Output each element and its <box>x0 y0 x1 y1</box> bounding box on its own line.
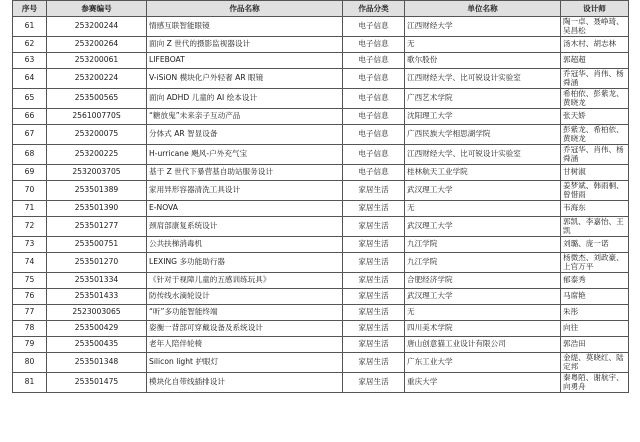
cell-unit: 九江学院 <box>405 237 561 253</box>
cell-designer: 金缇、莫晓红、陆定邦 <box>561 353 629 373</box>
cell-no: 61 <box>13 17 47 37</box>
cell-designer: 乔冠华、肖伟、杨舜涵 <box>561 69 629 89</box>
cell-title: V-iSiON 模块化户外轻奢 AR 眼镜 <box>147 69 343 89</box>
cell-designer: 郁泰秀 <box>561 273 629 289</box>
cell-category: 电子信息 <box>343 17 405 37</box>
cell-title: 情感互联智能眼镜 <box>147 17 343 37</box>
table-row <box>13 305 629 321</box>
cell-category: 家居生活 <box>343 273 405 289</box>
award-table <box>12 0 629 393</box>
cell-unit: 无 <box>405 37 561 53</box>
table-row <box>13 37 629 53</box>
cell-code: 253500429 <box>47 321 147 337</box>
cell-category: 电子信息 <box>343 69 405 89</box>
cell-unit: 江西财经大学、比可锐设计实验室 <box>405 69 561 89</box>
cell-category: 电子信息 <box>343 109 405 125</box>
cell-category: 电子信息 <box>343 53 405 69</box>
cell-code: 253500565 <box>47 89 147 109</box>
cell-title: Silicon light 护眼灯 <box>147 353 343 373</box>
cell-category: 家居生活 <box>343 237 405 253</box>
cell-unit: 合肥经济学院 <box>405 273 561 289</box>
cell-no: 64 <box>13 69 47 89</box>
cell-code: 253501334 <box>47 273 147 289</box>
cell-title: 家用异形容器清洗工具设计 <box>147 181 343 201</box>
cell-unit: 九江学院 <box>405 253 561 273</box>
cell-designer: 彭紫龙、希柏依、黄晓龙 <box>561 125 629 145</box>
cell-designer: 秦粤陌、谢航宇、向勇舟 <box>561 373 629 393</box>
table-row <box>13 165 629 181</box>
cell-unit: 广东工业大学 <box>405 353 561 373</box>
table-row <box>13 253 629 273</box>
cell-unit: 重庆大学 <box>405 373 561 393</box>
cell-designer: 马席艳 <box>561 289 629 305</box>
table-row <box>13 201 629 217</box>
cell-code: 253501348 <box>47 353 147 373</box>
cell-code: 253200061 <box>47 53 147 69</box>
cell-code: 253500751 <box>47 237 147 253</box>
cell-no: 66 <box>13 109 47 125</box>
table-row <box>13 109 629 125</box>
cell-designer: 张天娇 <box>561 109 629 125</box>
cell-designer: 汤木村、胡志林 <box>561 37 629 53</box>
cell-title: LEXING 多功能助行器 <box>147 253 343 273</box>
cell-title: “糖放鬼”未来亲子互动产品 <box>147 109 343 125</box>
cell-code: 253500435 <box>47 337 147 353</box>
cell-title: 颈肩部康复系统设计 <box>147 217 343 237</box>
table-row <box>13 125 629 145</box>
cell-designer: 韦海东 <box>561 201 629 217</box>
cell-title: H-urricane 飓风-户外充气宝 <box>147 145 343 165</box>
cell-designer: 姜梦斌、韩雨桐、曾惜雨 <box>561 181 629 201</box>
cell-unit: 广西民族大学相思湖学院 <box>405 125 561 145</box>
cell-code: 253501270 <box>47 253 147 273</box>
cell-no: 70 <box>13 181 47 201</box>
cell-code: 2532003705 <box>47 165 147 181</box>
cell-title: 分体式 AR 智显设备 <box>147 125 343 145</box>
cell-no: 77 <box>13 305 47 321</box>
cell-category: 家居生活 <box>343 353 405 373</box>
cell-category: 家居生活 <box>343 321 405 337</box>
cell-designer: 乔冠华、肖伟、杨舜涵 <box>561 145 629 165</box>
cell-no: 79 <box>13 337 47 353</box>
cell-code: 253501390 <box>47 201 147 217</box>
cell-no: 71 <box>13 201 47 217</box>
cell-unit: 江西财经大学 <box>405 17 561 37</box>
header-unit: 单位名称 <box>405 1 561 17</box>
cell-category: 家居生活 <box>343 289 405 305</box>
cell-category: 家居生活 <box>343 305 405 321</box>
cell-title: 公共扶梯消毒机 <box>147 237 343 253</box>
cell-designer: 向往 <box>561 321 629 337</box>
cell-no: 68 <box>13 145 47 165</box>
table-row <box>13 217 629 237</box>
cell-category: 家居生活 <box>343 201 405 217</box>
cell-designer: 朱彤 <box>561 305 629 321</box>
cell-unit: 武汉理工大学 <box>405 289 561 305</box>
header-row <box>13 1 629 17</box>
cell-category: 电子信息 <box>343 89 405 109</box>
cell-no: 63 <box>13 53 47 69</box>
cell-title: 面向 Z 世代的摄影监视器设计 <box>147 37 343 53</box>
cell-category: 电子信息 <box>343 125 405 145</box>
cell-no: 78 <box>13 321 47 337</box>
cell-code: 253200264 <box>47 37 147 53</box>
cell-no: 76 <box>13 289 47 305</box>
cell-title: 面向 ADHD 儿童的 AI 绘本设计 <box>147 89 343 109</box>
cell-no: 67 <box>13 125 47 145</box>
cell-title: 防传线水滴轮设计 <box>147 289 343 305</box>
cell-title: E-NOVA <box>147 201 343 217</box>
cell-title: “听”多功能智能终端 <box>147 305 343 321</box>
cell-category: 家居生活 <box>343 373 405 393</box>
table-row <box>13 145 629 165</box>
cell-no: 69 <box>13 165 47 181</box>
table-row <box>13 53 629 69</box>
cell-category: 电子信息 <box>343 165 405 181</box>
cell-title: 基于 Z 世代下暴营基自助站服务设计 <box>147 165 343 181</box>
cell-title: 姿衡一背部可穿戴设备及系统设计 <box>147 321 343 337</box>
cell-title: 老年人陪伴轮椅 <box>147 337 343 353</box>
cell-designer: 郭浩田 <box>561 337 629 353</box>
cell-no: 65 <box>13 89 47 109</box>
table-row <box>13 237 629 253</box>
table-row <box>13 373 629 393</box>
cell-category: 家居生活 <box>343 217 405 237</box>
cell-designer: 郭超超 <box>561 53 629 69</box>
header-category: 作品分类 <box>343 1 405 17</box>
cell-unit: 江西财经大学、比可锐设计实验室 <box>405 145 561 165</box>
table-row <box>13 69 629 89</box>
cell-category: 电子信息 <box>343 145 405 165</box>
cell-unit: 唐山创意猫工业设计有限公司 <box>405 337 561 353</box>
header-no: 序号 <box>13 1 47 17</box>
cell-code: 253501277 <box>47 217 147 237</box>
table-row <box>13 337 629 353</box>
cell-code: 253200224 <box>47 69 147 89</box>
cell-designer: 希柏依、彭紫龙、黄晓龙 <box>561 89 629 109</box>
table-row <box>13 321 629 337</box>
cell-designer: 甘树淑 <box>561 165 629 181</box>
cell-designer: 刘璐、庞一诺 <box>561 237 629 253</box>
cell-unit: 沈阳理工大学 <box>405 109 561 125</box>
cell-category: 家居生活 <box>343 253 405 273</box>
cell-no: 72 <box>13 217 47 237</box>
cell-title: 模块化自带线插排设计 <box>147 373 343 393</box>
header-code: 参赛编号 <box>47 1 147 17</box>
cell-category: 电子信息 <box>343 37 405 53</box>
cell-designer: 杨微杰、刘政豪、上官万平 <box>561 253 629 273</box>
header-designer: 设计师 <box>561 1 629 17</box>
cell-unit: 武汉理工大学 <box>405 181 561 201</box>
cell-code: 256100770S <box>47 109 147 125</box>
cell-code: 253200075 <box>47 125 147 145</box>
cell-category: 家居生活 <box>343 181 405 201</box>
table-row <box>13 273 629 289</box>
cell-code: 253200244 <box>47 17 147 37</box>
table-row <box>13 181 629 201</box>
cell-title: 《针对于视障儿童的五感训练玩具》 <box>147 273 343 289</box>
cell-no: 80 <box>13 353 47 373</box>
cell-no: 81 <box>13 373 47 393</box>
cell-code: 253501475 <box>47 373 147 393</box>
cell-unit: 无 <box>405 305 561 321</box>
cell-no: 74 <box>13 253 47 273</box>
table-row <box>13 17 629 37</box>
table-row <box>13 353 629 373</box>
table-row <box>13 289 629 305</box>
cell-designer: 陶一卓、聂峥琦、吴昌松 <box>561 17 629 37</box>
cell-no: 62 <box>13 37 47 53</box>
header-title: 作品名称 <box>147 1 343 17</box>
table-row <box>13 89 629 109</box>
cell-unit: 无 <box>405 201 561 217</box>
cell-designer: 郭凯、李嘉怡、王凯 <box>561 217 629 237</box>
cell-title: LIFEBOAT <box>147 53 343 69</box>
cell-unit: 四川美术学院 <box>405 321 561 337</box>
cell-unit: 桂林航天工业学院 <box>405 165 561 181</box>
cell-unit: 武汉理工大学 <box>405 217 561 237</box>
cell-no: 75 <box>13 273 47 289</box>
cell-unit: 歌尔股份 <box>405 53 561 69</box>
cell-no: 73 <box>13 237 47 253</box>
cell-code: 2523003065 <box>47 305 147 321</box>
cell-code: 253200225 <box>47 145 147 165</box>
cell-unit: 广西艺术学院 <box>405 89 561 109</box>
cell-code: 253501389 <box>47 181 147 201</box>
cell-category: 家居生活 <box>343 337 405 353</box>
cell-code: 253501433 <box>47 289 147 305</box>
